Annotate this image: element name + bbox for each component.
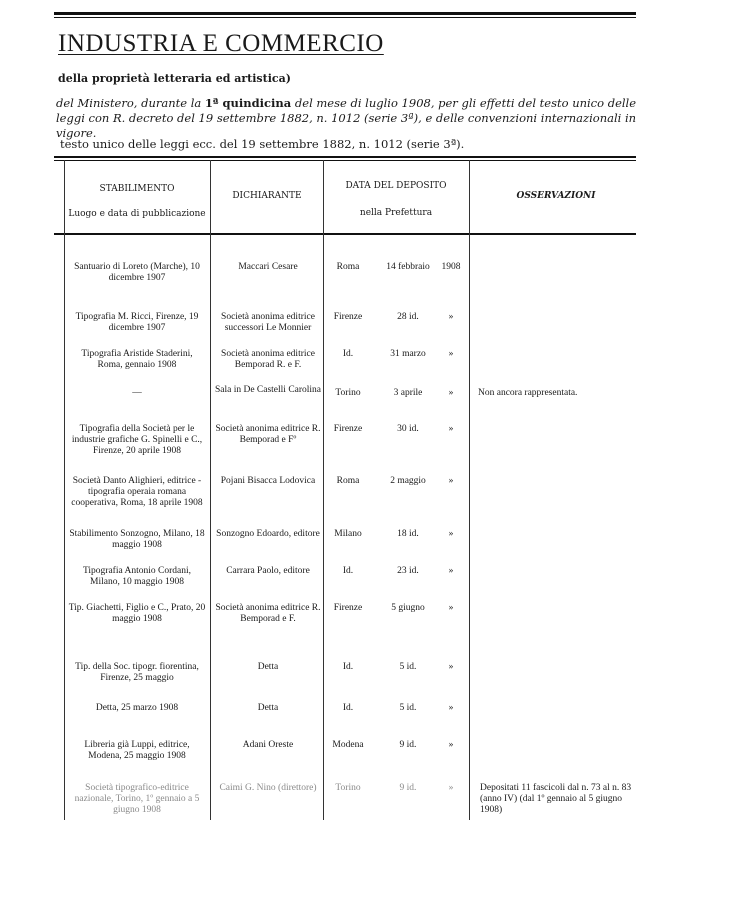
row-dichiarante: Detta [257,662,279,672]
row-date: 14 febbraio [386,262,430,272]
row-city: Firenze [333,603,363,613]
row-city: Milano [334,529,362,539]
note-line: testo unico delle leggi ecc. del 19 settembre 1882, n. 1012 (serie 3ª). [60,137,465,151]
row-city: Id. [342,349,354,359]
row-year: » [448,312,454,322]
col-header-dichiarante: DICHIARANTE [232,191,302,201]
col-divider-0 [64,160,65,820]
row-city: Firenze [333,424,363,434]
intro-paragraph [56,96,646,141]
row-city: Roma [336,262,360,272]
row-year: » [448,529,454,539]
row-dichiarante: Carrara Paolo, editore [226,566,310,576]
row-dichiarante: Società anonima editrice Bemporad R. e F. [221,349,315,370]
col-header-stabilimento-sub: Luogo e data di pubblicazione [68,209,206,219]
row-dichiarante: Caimi G. Nino (direttore) [219,783,317,793]
row-year: » [448,388,454,398]
col-header-data-sub: nella Prefettura [359,208,433,218]
row-date: 31 marzo [390,349,426,359]
row-date: 30 id. [397,424,419,434]
col-divider-2 [323,160,324,820]
row-year: » [448,349,454,359]
row-year: » [448,703,454,713]
top-rule [54,12,636,15]
row-city: Torino [335,783,361,793]
row-stabilimento: — [132,388,142,398]
table-top-rule [54,156,636,158]
top-rule-thin [54,17,636,18]
row-date: 28 id. [397,312,419,322]
row-date: 23 id. [397,566,419,576]
row-dichiarante: Maccari Cesare [238,262,298,272]
row-osservazioni: Depositati 11 fascicoli dal n. 73 al n. 83 (anno IV) (dal 1º gennaio al 5 giugno 1908) [480,783,632,815]
row-date: 5 id. [399,703,417,713]
row-city: Roma [336,476,360,486]
row-city: Id. [342,703,354,713]
table-header-rule [54,233,636,235]
row-stabilimento: Tipografia Antonio Cordani, Milano, 10 maggio 1908 [82,566,192,587]
page-subtitle: della proprietà letteraria ed artistica) [58,72,291,85]
row-year: » [448,424,454,434]
col-header-stabilimento: STABILIMENTO [99,184,175,194]
row-date: 9 id. [399,783,417,793]
row-year: » [448,783,454,793]
row-date: 2 maggio [390,476,426,486]
row-date: 9 id. [399,740,417,750]
intro-part-b: 1ª quindicina [204,96,292,110]
col-header-osservazioni: OSSERVAZIONI [516,191,596,201]
row-city: Torino [335,388,361,398]
row-city: Modena [332,740,364,750]
col-divider-3 [469,160,470,820]
col-header-data: DATA DEL DEPOSITO [345,181,447,191]
row-stabilimento: Stabilimento Sonzogno, Milano, 18 maggio 1908 [69,529,205,550]
row-date: 5 id. [399,662,417,672]
row-stabilimento: Tipografia della Società per le industrie grafiche G. Spinelli e C., Firenze, 20 aprile 1908 [71,424,203,456]
row-city: Firenze [333,312,363,322]
row-stabilimento: Libreria già Luppi, editrice, Modena, 25 maggio 1908 [84,740,190,761]
intro-part-c: del mese di luglio 1908, per gli effetti del testo unico delle leggi con R. decreto del 19 settembre 1882, n. 1012 (serie 3ª), e delle convenzioni internazionali in vigore. [56,96,637,140]
row-year: 1908 [441,262,461,272]
row-year: » [448,740,454,750]
row-stabilimento: Società Danto Alighieri, editrice - tipografia operaia romana cooperativa, Roma, 18 aprile 1908 [71,476,203,508]
row-stabilimento: Santuario di Loreto (Marche), 10 dicembre 1907 [74,262,200,283]
row-stabilimento: Società tipografico-editrice nazionale, Torino, 1º gennaio a 5 giugno 1908 [74,783,200,815]
row-date: 3 aprile [393,388,423,398]
row-stabilimento: Tipografia Aristide Staderini, Roma, gennaio 1908 [81,349,193,370]
row-stabilimento: Detta, 25 marzo 1908 [95,703,179,713]
row-year: » [448,662,454,672]
row-dichiarante: Società anonima editrice R. Bemporad e F. [215,603,321,624]
col-divider-1 [210,160,211,820]
row-dichiarante: Detta [257,703,279,713]
row-stabilimento: Tip. della Soc. tipogr. fiorentina, Firenze, 25 maggio [75,662,199,683]
intro-part-a: del Ministero, durante la [56,96,205,110]
row-city: Id. [342,566,354,576]
row-dichiarante: Sonzogno Edoardo, editore [216,529,320,539]
row-year: » [448,476,454,486]
row-year: » [448,566,454,576]
row-dichiarante: Sala in De Castelli Carolina [214,385,322,395]
row-dichiarante: Pojani Bisacca Lodovica [220,476,316,486]
row-date: 5 giugno [391,603,425,613]
page-title: INDUSTRIA E COMMERCIO [58,30,384,57]
row-stabilimento: Tip. Giachetti, Figlio e C., Prato, 20 maggio 1908 [68,603,206,624]
row-date: 18 id. [397,529,419,539]
row-year: » [448,603,454,613]
row-dichiarante: Società anonima editrice successori Le Monnier [221,312,315,333]
row-osservazioni: Non ancora rappresentata. [478,388,578,398]
table-top-rule-thin [54,160,636,161]
row-dichiarante: Società anonima editrice R. Bemporad e Fº [215,424,321,445]
row-stabilimento: Tipografia M. Ricci, Firenze, 19 dicembre 1907 [75,312,199,333]
row-dichiarante: Adani Oreste [242,740,294,750]
row-city: Id. [342,662,354,672]
